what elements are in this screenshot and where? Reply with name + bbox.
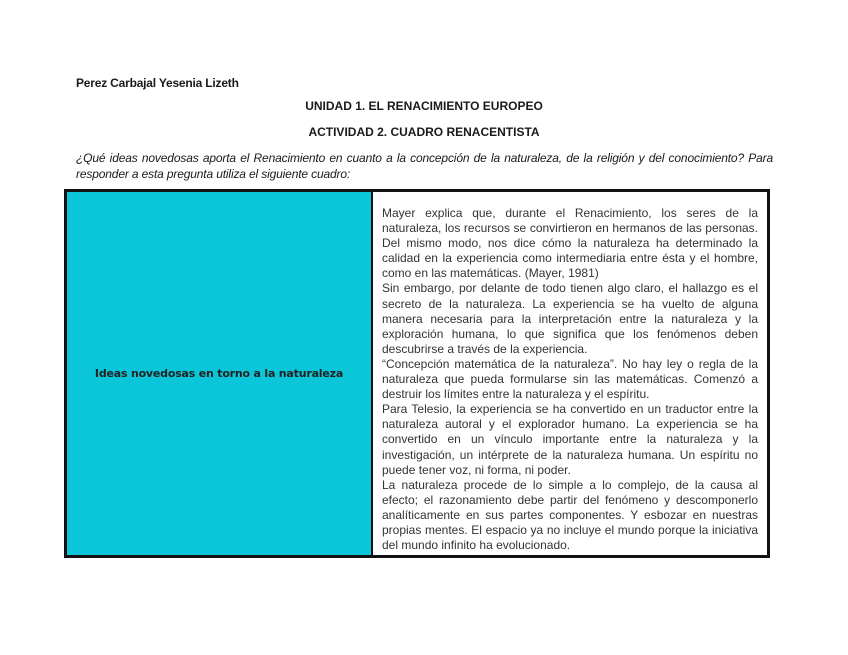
question-text: ¿Qué ideas novedosas aporta el Renacimiento en cuanto a la concepción de la naturaleza, de la religión y del conocimiento? Para responder a esta pregunta utiliza el siguiente cuadro: [76, 151, 773, 181]
row-label: Ideas novedosas en torno a la naturaleza [94, 367, 344, 380]
paragraph: La naturaleza procede de lo simple a lo complejo, de la causa al efecto; el razonamiento debe partir del fenómeno y descomponerlo analíticamente en sus partes componentes. Y esbozar en nuestras propias mentes. El espacio ya no incluye el mundo porque la iniciativa del mundo infinito ha evolucionado. [382, 477, 758, 553]
paragraph: “Concepción matemática de la naturaleza”. No hay ley o regla de la naturaleza que pueda formularse sin las matemáticas. Comenzó a destruir los límites entre la naturaleza y el espíritu. [382, 356, 758, 402]
renaissance-table [64, 189, 770, 558]
paragraph: Sin embargo, por delante de todo tienen algo claro, el hallazgo es el secreto de la naturaleza. La experiencia se ha vuelto de alguna manera necesaria para la interpretación entre la naturaleza y la exploración humana, lo que significa que los fenómenos deben descubrirse a través de la experiencia. [382, 281, 758, 356]
activity-title: ACTIVIDAD 2. CUADRO RENACENTISTA [308, 125, 540, 139]
row-label-cell [67, 192, 373, 555]
unit-title: UNIDAD 1. EL RENACIMIENTO EUROPEO [305, 99, 543, 113]
paragraph: Para Telesio, la experiencia se ha convertido en un traductor entre la naturaleza autoral y el explorador humano. La experiencia se ha convertido en un vínculo importante entre la naturaleza y la investigación, un intérprete de la naturaleza humana. Un espíritu no puede tener voz, ni forma, ni poder. [382, 402, 758, 477]
paragraph: Mayer explica que, durante el Renacimiento, los seres de la naturaleza, los recursos se convirtieron en hermanos de las personas. Del mismo modo, nos dice cómo la naturaleza ha determinado la calidad en la experiencia como intermediaria entre ésta y el hombre, como en las matemáticas. (Mayer, 1981) [382, 206, 758, 281]
author-name: Perez Carbajal Yesenia Lizeth [76, 76, 239, 90]
content-cell [373, 192, 767, 555]
